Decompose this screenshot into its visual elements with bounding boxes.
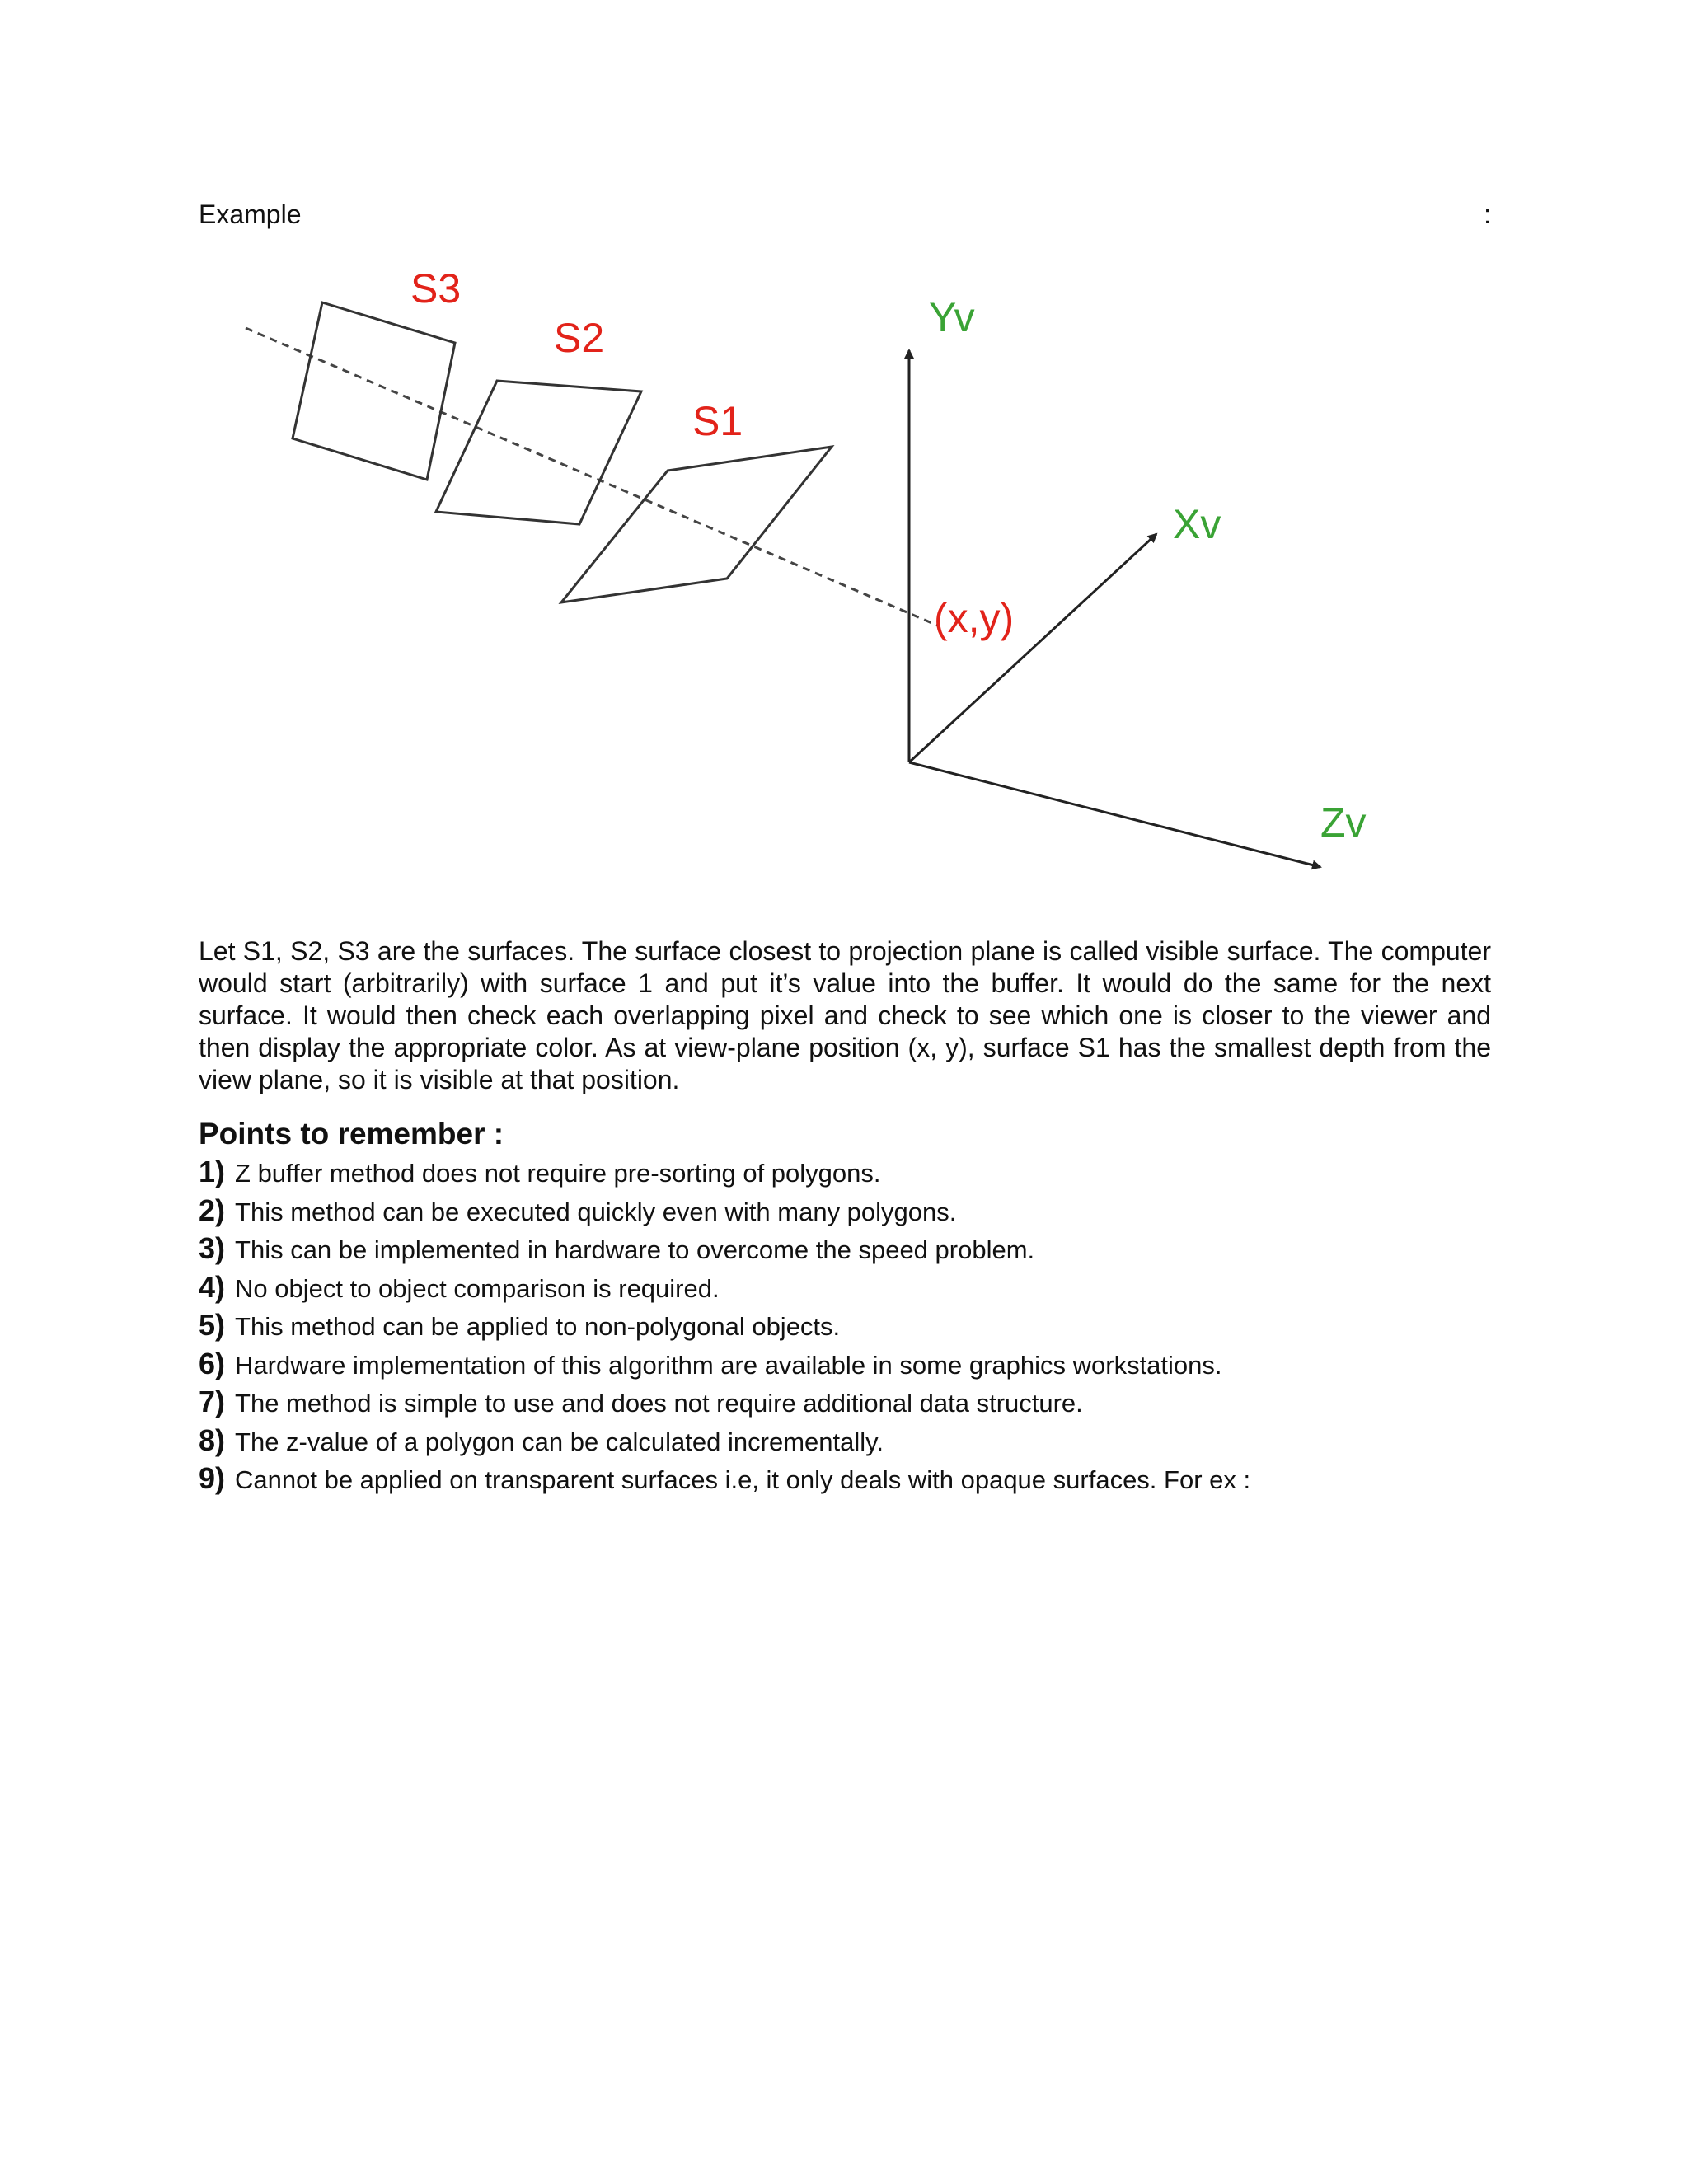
list-item [199,1193,1491,1231]
list-item [199,1154,1491,1193]
explanation-paragraph: Let S1, S2, S3 are the surfaces. The surface closest to projection plane is called visible surface. The computer would start (arbitrarily) with surface 1 and put it’s value into the buffer. It would do the same for the next surface. It would then check each overlapping pixel and check to see which one is closer to the viewer and then display the appropriate color. As at view-plane position (x, y), surface S1 has the smallest depth from the view plane, so it is visible at that position. [199,936,1491,1094]
list-item [199,1460,1491,1499]
point-text: No object to object comparison is required. [235,1273,720,1303]
points-heading: Points to remember : [199,1117,504,1151]
point-number: 6) [199,1346,226,1380]
point-text: The z-value of a polygon can be calculated incrementally. [235,1427,884,1456]
list-item [199,1346,1491,1385]
point-number: 1) [199,1155,226,1188]
surface-s2 [436,381,641,524]
point-number: 4) [199,1269,226,1304]
example-heading-row [199,198,1491,231]
projection-ray [246,328,940,626]
example-label: Example [199,199,302,229]
z-buffer-diagram [198,255,1451,890]
x-axis [909,534,1156,762]
surface-s1 [561,447,832,602]
list-item [199,1422,1491,1461]
points-list [199,1154,1491,1499]
point-number: 5) [199,1308,226,1342]
list-item [199,1269,1491,1308]
point-number: 8) [199,1422,226,1457]
point-text: Z buffer method does not require pre-sorting of polygons. [235,1159,881,1188]
axis-label-xv: Xv [1173,501,1221,547]
point-text: Hardware implementation of this algorithm are available in some graphics workstations. [235,1350,1222,1380]
point-text: This method can be applied to non-polygonal objects. [235,1312,841,1341]
point-text: The method is simple to use and does not require additional data structure. [235,1389,1083,1418]
surface-label-s1: S1 [692,398,743,444]
point-number: 7) [199,1385,226,1418]
surface-label-s2: S2 [554,315,605,361]
surface-s3 [293,302,455,480]
point-text: This can be implemented in hardware to overcome the speed problem. [235,1235,1035,1264]
list-item [199,1230,1491,1269]
axis-label-yv: Yv [929,294,975,340]
point-number: 9) [199,1461,226,1495]
point-number: 2) [199,1193,226,1227]
list-item [199,1384,1491,1422]
z-buffer-figure [198,255,1451,890]
surface-label-s3: S3 [410,265,462,312]
point-label-xy: (x,y) [934,595,1015,641]
point-text: This method can be executed quickly even with many polygons. [235,1197,957,1226]
example-colon: : [1484,199,1491,229]
point-text: Cannot be applied on transparent surfaces i.e, it only deals with opaque surfaces. For ex : [235,1465,1251,1494]
list-item [199,1307,1491,1346]
point-number: 3) [199,1231,226,1265]
axis-label-zv: Zv [1320,799,1367,846]
z-axis [909,762,1320,867]
